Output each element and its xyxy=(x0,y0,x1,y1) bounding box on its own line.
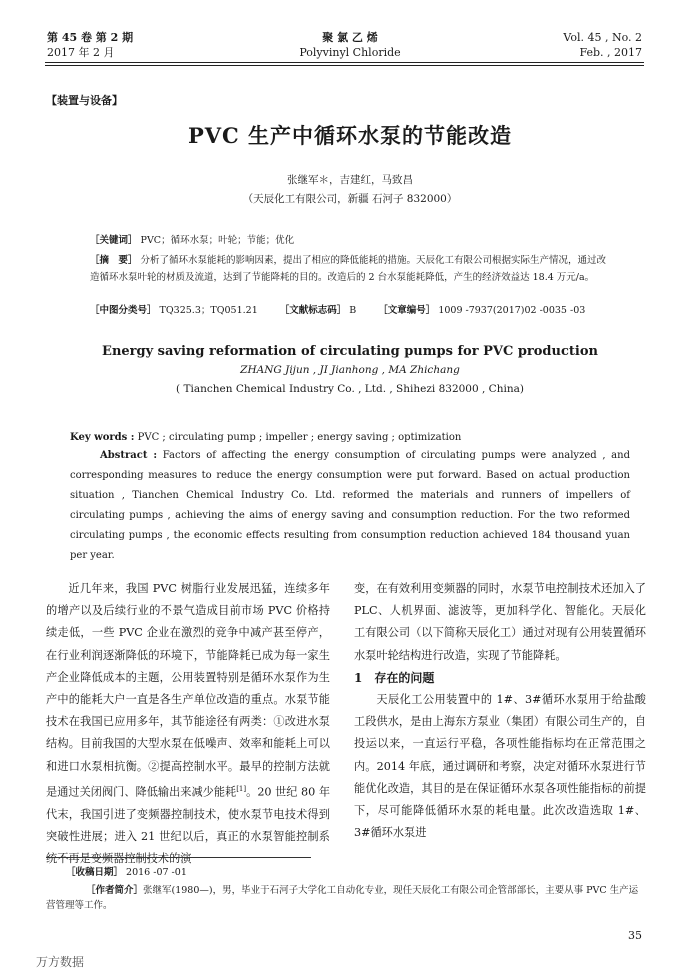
classification-line xyxy=(90,302,610,319)
abstract-en-text: Factors of affecting the energy consumption of circulating pumps were analyzed , and corresponding measures to reduce the energy consumption were put forward. Based on actual production situation , Tianchen Chemical Industry Co. Ltd. reformed the materials and runners of impellers of circulating pumps , achieving the aims of energy saving and consumption reduction. For the two reformed circulating pumps , the economic effects resulting from consumption reduction achieved 184 thousand yuan per year. xyxy=(70,450,630,561)
section-tag: 【装置与设备】 xyxy=(46,94,123,107)
author-bio-label: ［作者简介］ xyxy=(86,885,144,896)
authors-en: ZHANG Jijun , JI Jianhong , MA Zhichang xyxy=(240,364,460,376)
clc-label: ［中图分类号］ xyxy=(90,305,157,316)
clc-number xyxy=(90,302,258,319)
keywords-cn-text: PVC；循环水泵；叶轮；节能；优化 xyxy=(140,235,295,246)
abstract-en xyxy=(70,446,630,566)
abstract-en-label: Abstract : xyxy=(100,450,158,461)
author-bio-text: 张继军(1980—)，男，毕业于石河子大学化工自动化专业，现任天辰化工有限公司企管部部长，主要从事 PVC 生产运营管理等工作。 xyxy=(46,885,639,911)
citation-ref: [1] xyxy=(236,784,247,793)
abstract-cn-label: ［摘 要］ xyxy=(90,255,138,266)
doc-code xyxy=(280,302,357,319)
article-label: ［文章编号］ xyxy=(378,305,436,316)
date-cn: 2017 年 2 月 xyxy=(47,46,115,59)
doc-value: B xyxy=(349,305,357,316)
authors-cn: 张继军＊，吉建红，马致昌 xyxy=(287,174,413,186)
doc-label: ［文献标志码］ xyxy=(279,305,347,316)
clc-value: TQ325.3；TQ051.21 xyxy=(159,305,258,316)
volume-issue-en: Vol. 45 , No. 2 xyxy=(563,31,642,44)
header-rule-bottom xyxy=(45,65,644,66)
date-en: Feb. , 2017 xyxy=(579,46,642,59)
volume-issue-cn: 第 45 卷 第 2 期 xyxy=(47,31,134,44)
abstract-cn xyxy=(90,252,610,286)
body-column-right xyxy=(354,578,646,844)
section-heading: 1 存在的问题 xyxy=(354,670,435,685)
watermark-text: 万方数据 xyxy=(36,955,85,969)
intro-continuation: 变，在有效利用变频器的同时，水泵节电控制技术还加入了 PLC、人机界面、滤波等，更加科学化、智能化。天辰化工有限公司（以下简称天辰化工）通过对现有公用装置循环水泵叶轮结构进行改造，实现了节能降耗。 xyxy=(354,582,646,662)
affiliation-cn: （天辰化工有限公司，新疆 石河子 832000） xyxy=(242,193,458,205)
keywords-en-label: Key words : xyxy=(70,432,135,443)
affiliation-en: ( Tianchen Chemical Industry Co. , Ltd. , Shihezi 832000 , China) xyxy=(176,383,524,395)
journal-name-cn: 聚 氯 乙 烯 xyxy=(322,31,378,44)
footnote-received xyxy=(46,865,666,880)
keywords-en xyxy=(70,428,630,448)
intro-text-b: 。20 世纪 80 年代末，我国引进了变频器控制技术，使水泵节电技术得到突破性进展；进入 21 世纪以后，真正的水泵智能控制系统不再是变频器控制技术的演 xyxy=(46,785,331,866)
header-rule-top xyxy=(45,62,644,63)
article-value: 1009 -7937(2017)02 -0035 -03 xyxy=(438,305,586,316)
abstract-cn-text: 分析了循环水泵能耗的影响因素，提出了相应的降低能耗的措施。天辰化工有限公司根据实际生产情况，通过改造循环水泵叶轮的材质及流道，达到了节能降耗的目的。改造后的 2 台水泵能耗降低，产生的经济效益达 18.4 万元/a。 xyxy=(90,255,607,283)
keywords-cn-label: ［关键词］ xyxy=(90,235,138,246)
footnote-rule xyxy=(46,857,311,858)
intro-text-a: 近几年来，我国 PVC 树脂行业发展迅猛，连续多年的增产以及后续行业的不景气造成目前市场 PVC 价格持续走低，一些 PVC 企业在激烈的竞争中减产甚至停产，在行业利润逐渐降低的环境下，节能降耗已成为每一家生产企业降低成本的主题，公用装置特别是循环水泵作为生产中的能耗大户一直是各生产单位改造的重点。水泵节能技术在我国已应用多年，其节能途径有两类：①改进水泵结构。目前我国的大型水泵在低噪声、效率和能耗上可以和进口水泵相抗衡。②提高控制水平。最早的控制方法就是通过关闭阀门、降低输出来减少能耗 xyxy=(46,582,330,799)
keywords-cn xyxy=(90,232,610,249)
article-title-en: Energy saving reformation of circulating pumps for PVC production xyxy=(102,344,598,359)
footnote-author-bio xyxy=(46,883,646,913)
article-number xyxy=(378,302,585,319)
page-number: 35 xyxy=(628,929,642,942)
article-title-cn: PVC 生产中循环水泵的节能改造 xyxy=(187,123,513,148)
received-date: 2016 -07 -01 xyxy=(126,867,187,878)
running-header-right xyxy=(563,30,642,60)
received-label: ［收稿日期］ xyxy=(66,867,124,878)
section-paragraph: 天辰化工公用装置中的 1#、3#循环水泵用于给盐酸工段供水，是由上海东方泵业（集团）有限公司生产的，自投运以来，一直运行平稳，各项性能指标均在正常范围之内。2014 年底，通过调研和考察，决定对循环水泵进行节能优化改造，其目的是在保证循环水泵各项性能指标的前提下，尽可能降低循环水泵的耗电量。此次改造选取 1#、3#循环水泵进 xyxy=(354,693,646,840)
journal-name-en: Polyvinyl Chloride xyxy=(299,46,401,59)
body-column-left xyxy=(46,578,330,870)
keywords-en-text: PVC ; circulating pump ; impeller ; energy saving ; optimization xyxy=(137,432,462,443)
